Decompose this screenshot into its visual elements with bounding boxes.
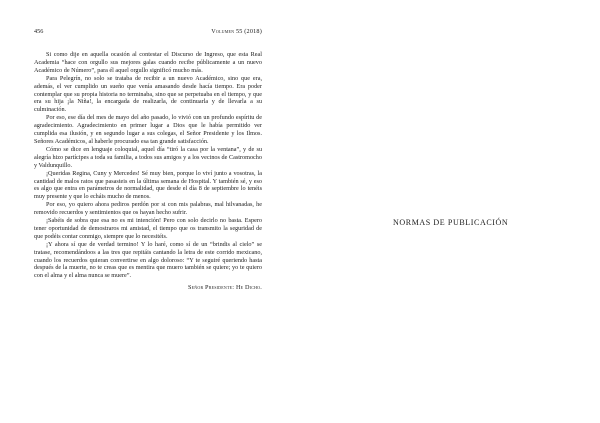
signature: Señor Presidente: He Dicho. bbox=[187, 284, 262, 292]
paragraph: Si como dije en aquella ocasión al contestar el Discurso de Ingreso, que esta Real Academia “hace con orgullo sus mejores galas cuando recibe públicamente a un nuevo Académico de Número”, para él aquel orgullo significó mucho más. bbox=[34, 51, 262, 74]
paragraph: ¡Queridas Regina, Cuny y Mercedes! Sé muy bien, porque lo viví junto a vosotras, la cantidad de malos ratos que pasasteis en la última semana de Hospital. Y también sé, y eso es algo que entra en parámetros de normalidad, que desde el día 8 de septiembre lo tenéis muy presente y que lo echáis mucho de menos. bbox=[34, 169, 262, 201]
section-title: NORMAS DE PUBLICACIÓN bbox=[393, 218, 509, 227]
journal-title: Volumen 55 (2018) bbox=[211, 28, 262, 35]
paragraph: Cómo se dice en lenguaje coloquial, aquel día “tiró la casa por la ventana”, y de su alegría hizo partícipes a toda su familia, a todos sus amigos y a los vecinos de Castromocho y Valdunquillo. bbox=[34, 145, 262, 169]
paragraph: Para Pelegrín, no solo se trataba de recibir a un nuevo Académico, sino que era, además, el ver cumplido un sueño que venía amasando desde hacía tiempo. Era poder contemplar que su propia historia no terminaba, sino que se perpetuaba en el tiempo, y que era su hija ¡la Niña!, la encargada de realizarla, de continuarla y de llevarla a su culminación. bbox=[34, 74, 262, 114]
body-text bbox=[34, 51, 262, 292]
right-page bbox=[300, 0, 600, 423]
page-number: 456 bbox=[34, 28, 44, 35]
paragraph: Por eso, ese día del mes de mayo del año pasado, lo vivió con un profundo espíritu de agradecimiento. Agradecimiento en primer lugar a Dios que le había permitido ver cumplida esa ilusión, y en segundo lugar a sus colegas, el Señor Presidente y los Ilmos. Señores Académicos, al haberle procurado esa tan grande satisfacción. bbox=[34, 114, 262, 145]
paragraph: ¡Sabéis de sobra que esa no es mi intención! Pero con solo decirlo no basta. Espero tener oportunidad de demostraros mi amistad, el tiempo que os transmito la seguridad de que podéis contar conmigo, siempre que lo necesitéis. bbox=[34, 217, 262, 240]
paragraph: ¡Y ahora sí que de verdad termino! Y lo haré, como sí de un “brindis al cielo” se tratase, recomendándoos a las tres que repitáis cantando la letra de este corrido mexicano, cuando los recuerdos quieran convertirse en algo doloroso: “Y te seguiré queriendo hasta después de la muerte, no te creas que es mentira que muero también se quiere; yo te quiero con el alma y el alma nunca se muere”. bbox=[34, 240, 262, 280]
paragraph: Por eso, yo quiero ahora pediros perdón por si con mis palabras, mal hilvanadas, he removido recuerdos y sentimientos que os hayan hecho sufrir. bbox=[34, 201, 262, 217]
